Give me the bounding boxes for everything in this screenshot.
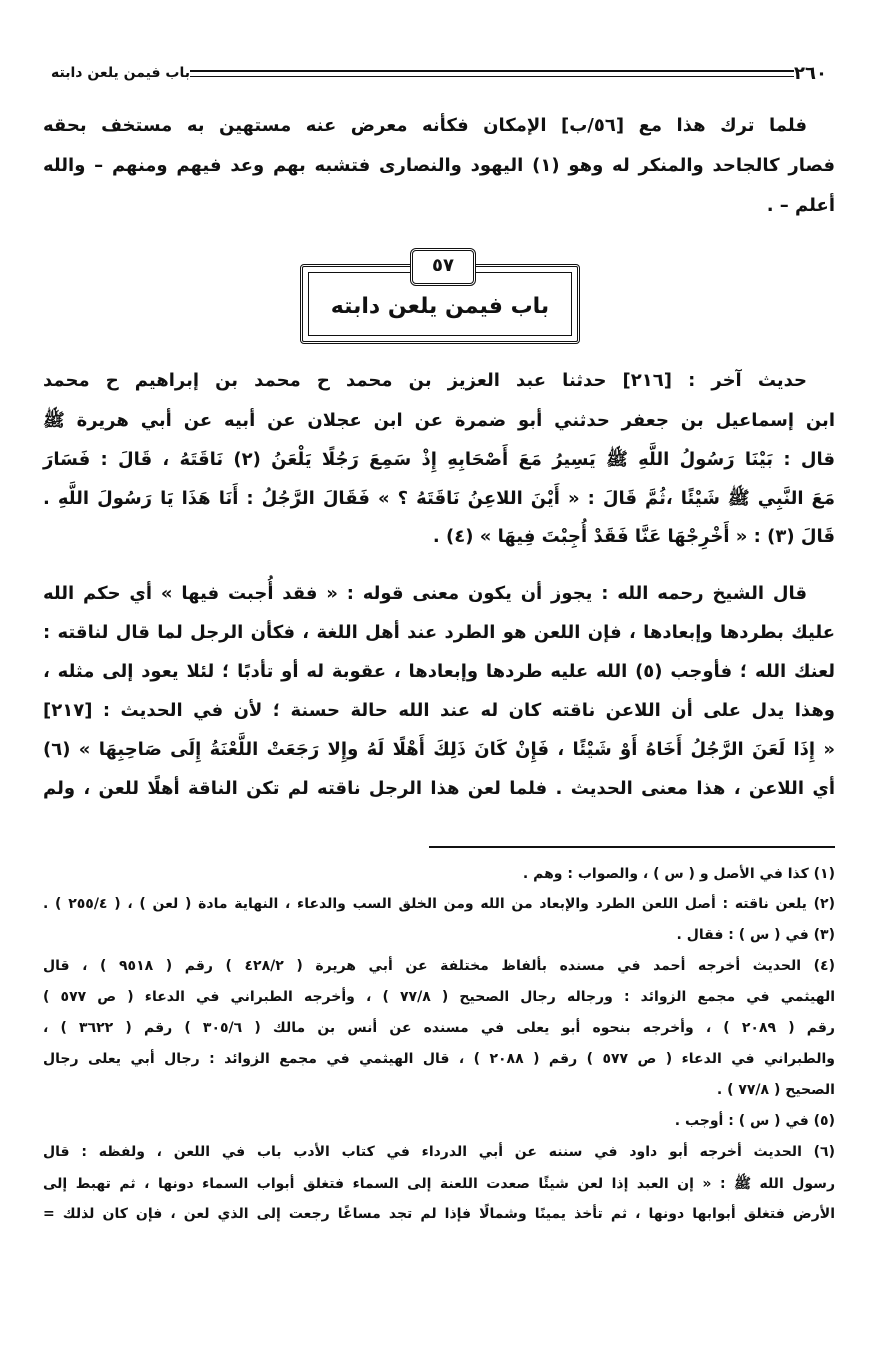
footnote-line: (٤) الحديث أخرجه أحمد في مسنده بألفاظ مختلفة عن أبي هريرة ( ٤٢٨/٢ ) رقم ( ٩٥١٨ ) ، قال [43,958,835,974]
text-line: فصار كالجاحد والمنكر له وهو (١) اليهود والنصارى فتشبه بهم وعد فيهم ومنهم – والله [43,155,836,176]
text-line: أعلم – . [766,195,835,216]
footnote-line: (٦) الحديث أخرجه أبو داود في سننه عن أبي الدرداء في كتاب الأدب باب في اللعن ، ولفظه : قال [43,1144,835,1160]
chapter-heading-frame [300,240,580,344]
chapter-title: باب فيمن يلعن دابته [330,294,550,319]
page-number: ٢٦٠ [794,62,827,84]
footnote-line: رسول الله ﷺ : « إن العبد إذا لعن شيئًا صعدت اللعنة إلى السماء فتغلق أبواب السماء دونها ، ثم تهبط إلى [43,1176,835,1192]
footnote-separator [429,846,835,848]
footnote-line: والطبراني في الدعاء ( ص ٥٧٧ ) رقم ( ٢٠٨٨ ) ، قال الهيثمي في مجمع الزوائد : رجال أبي يعلى رجال [43,1051,836,1067]
text-line: قال : بَيْنَا رَسُولُ اللَّهِ ﷺ يَسِيرُ مَعَ أَصْحَابِهِ إِذْ سَمِعَ رَجُلًا يَلْعَنُ (٢) نَاقَتَهُ ، قَالَ : فَسَارَ [43,449,835,470]
footnote-line: الأرض فتغلق أبوابها دونها ، ثم تأخذ يمينًا وشمالًا فإذا لم تجد مساغًا رجعت إلى الذي لعن ، فإن كان لذلك = [43,1206,835,1222]
text-line: قَالَ (٣) : « أَخْرِجْهَا عَنَّا فَقَدْ أُجِبْتَ فِيهَا » (٤) . [432,526,835,547]
text-line: « إِذَا لَعَنَ الرَّجُلُ أَخَاهُ أَوْ شَيْئًا ، فَإِنْ كَانَ ذَلِكَ أَهْلًا لَهُ وإِلا رَجَعَتْ اللَّعْنَةُ إِلَى صَاحِبِهَا » (٦) [43,739,835,760]
running-title: باب فيمن يلعن دابته [51,65,190,81]
text-line: فلما ترك هذا مع [٥٦/ب] الإمكان فكأنه معرض عنه مستهين به مستخف بحقه [43,115,807,136]
footnote-line: (١) كذا في الأصل و ( س ) ، والصواب : وهم . [522,866,835,882]
text-line: أي اللاعن ، هذا معنى الحديث . فلما لعن هذا الرجل ناقته لم تكن الناقة أهلًا للعن ، ولم [43,778,835,799]
text-line: لعنك الله ؛ فأوجب (٥) الله عليه طردها وإبعادها ، عقوبة له أو تأدبًا ؛ لئلا يعود إلى مثله ، [43,661,835,682]
page-header [43,60,835,86]
footnote-line: الصحيح ( ٧٧/٨ ) . [716,1082,835,1098]
chapter-number: ٥٧ [410,248,476,286]
text-line: مَعَ النَّبِي ﷺ شَيْئًا ،ثُمَّ قَالَ : « أَيْنَ اللاعِنُ نَاقَتَهُ ؟ » فَقَالَ الرَّجُلُ : أَنَا هَذَا يَا رَسُولَ اللَّهِ . [43,488,835,509]
footnote-line: رقم ( ٢٠٨٩ ) ، وأخرجه بنحوه أبو يعلى في مسنده عن أنس بن مالك ( ٣٠٥/٦ ) رقم ( ٣٦٢٢ ) ، [43,1020,835,1036]
text-line: قال الشيخ رحمه الله : يجوز أن يكون معنى قوله : « فقد أُجبت فيها » أي حكم الله [43,583,807,604]
footnote-line: (٢) يلعن ناقته : أصل اللعن الطرد والإبعاد من الله ومن الخلق السب والدعاء ، النهاية مادة ( لعن ) ، ( ٢٥٥/٤ ) . [43,896,835,912]
footnote-line: (٣) في ( س ) : فقال . [676,927,835,943]
header-rule [190,70,794,77]
text-line: ابن إسماعيل بن جعفر حدثني أبو ضمرة عن ابن عجلان عن أبيه عن أبي هريرة ﷺ [43,410,835,431]
text-line: حديث آخر : [٢١٦] حدثنا عبد العزيز بن محمد ح محمد بن إبراهيم ح محمد [43,370,808,391]
footnote-line: (٥) في ( س ) : أوجب . [674,1113,835,1129]
text-line: وهذا يدل على أن اللاعن ناقته كان له عند الله حالة حسنة ؛ لأن في الحديث : [٢١٧] [43,700,835,721]
footnote-line: الهيثمي في مجمع الزوائد : ورجاله رجال الصحيح ( ٧٧/٨ ) ، وأخرجه الطبراني في الدعاء ( ص ٥٧٧ ) [43,989,835,1005]
text-line: عليك بطردها وإبعادها ، فإن اللعن هو الطرد عند أهل اللغة ، فكأن الرجل لما قال لناقته : [43,622,835,643]
